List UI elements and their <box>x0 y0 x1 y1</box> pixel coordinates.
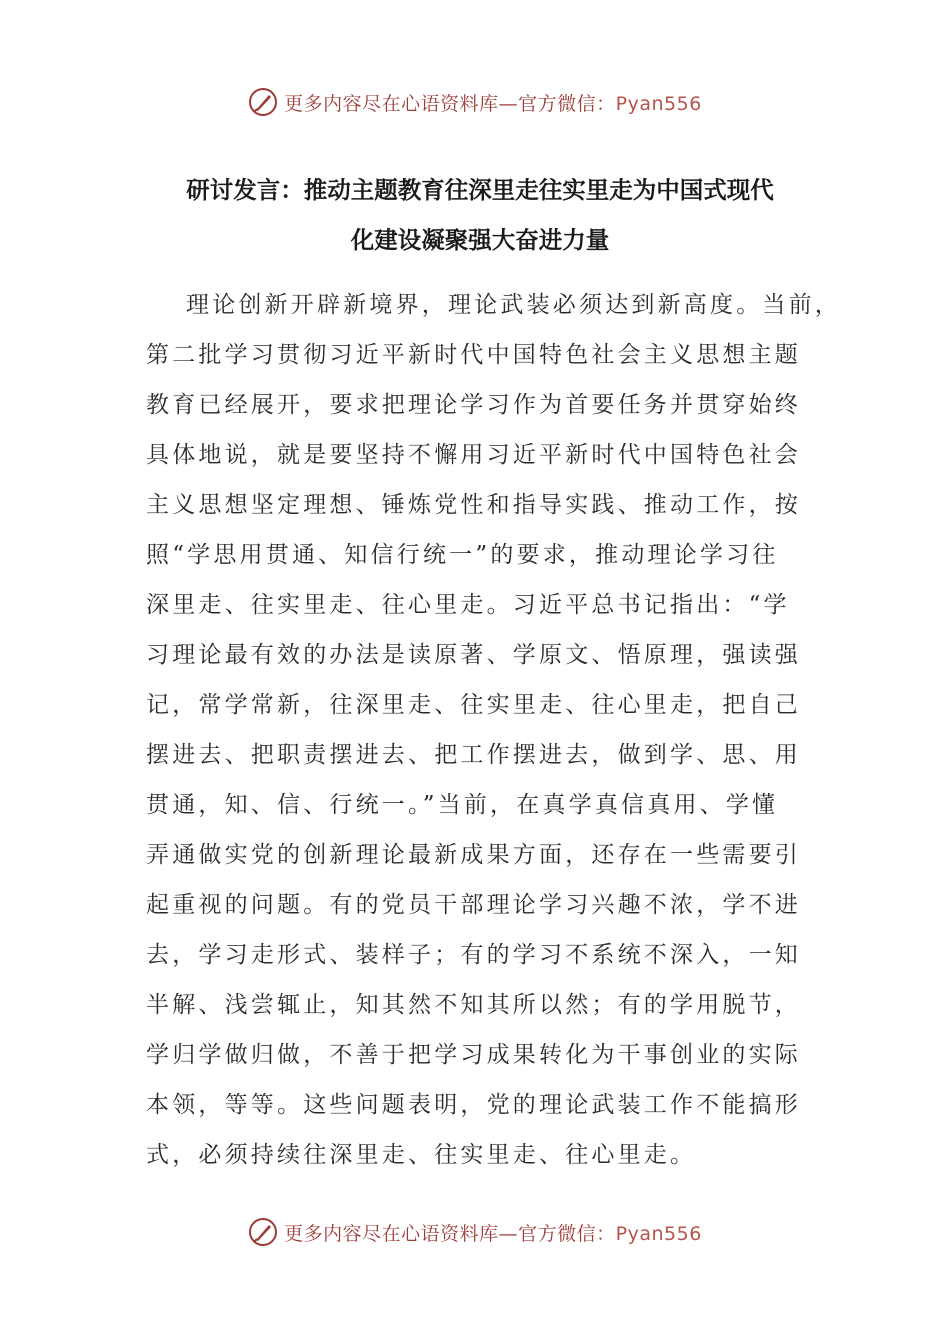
wechat-id: Pyan556 <box>615 1222 702 1245</box>
watermark-text <box>284 89 702 116</box>
footer-watermark-banner <box>0 1212 950 1252</box>
body-line: 具体地说，就是要坚持不懈用习近平新时代中国特色社会 <box>146 442 801 468</box>
body-line: 式，必须持续往深里走、往实里走、往心里走。 <box>146 1142 697 1168</box>
title-line-1: 研讨发言：推动主题教育往深里走往实里走为中国式现代 <box>186 176 774 204</box>
body-line: 起重视的问题。有的党员干部理论学习兴趣不浓，学不进 <box>146 892 801 918</box>
body-line: 记，常学常新，往深里走、往实里走、往心里走，把自己 <box>146 692 801 718</box>
body-line: 去，学习走形式、装样子；有的学习不系统不深入，一知 <box>146 942 801 968</box>
wechat-id: Pyan556 <box>615 92 702 115</box>
body-line: 教育已经展开，要求把理论学习作为首要任务并贯穿始终 <box>146 392 801 418</box>
body-line: 理论创新开辟新境界，理论武装必须达到新高度。当前， <box>186 292 841 318</box>
body-line: 半解、浅尝辄止，知其然不知其所以然；有的学用脱节， <box>146 992 801 1018</box>
body-line: 本领，等等。这些问题表明，党的理论武装工作不能搞形 <box>146 1092 801 1118</box>
body-paragraph <box>146 280 841 1180</box>
header-watermark-banner <box>0 82 950 122</box>
watermark-text <box>284 1219 702 1246</box>
body-line: 习理论最有效的办法是读原著、学原文、悟原理，强读强 <box>146 642 801 668</box>
body-line: 弄通做实党的创新理论最新成果方面，还存在一些需要引 <box>146 842 801 868</box>
body-line: 学归学做归做，不善于把学习成果转化为干事创业的实际 <box>146 1042 801 1068</box>
quill-pen-logo-icon <box>248 87 278 117</box>
body-line: 深里走、往实里走、往心里走。习近平总书记指出：“学 <box>146 592 790 618</box>
body-line: 摆进去、把职责摆进去、把工作摆进去，做到学、思、用 <box>146 742 801 768</box>
body-line: 第二批学习贯彻习近平新时代中国特色社会主义思想主题 <box>146 342 801 368</box>
document-title <box>140 165 820 265</box>
body-line: 贯通，知、信、行统一。”当前，在真学真信真用、学懂 <box>146 792 779 818</box>
body-line: 照“学思用贯通、知信行统一”的要求，推动理论学习往 <box>146 542 779 568</box>
quill-pen-logo-icon <box>248 1217 278 1247</box>
watermark-cn: 更多内容尽在心语资料库—官方微信： <box>284 92 616 115</box>
title-line-2: 化建设凝聚强大奋进力量 <box>350 226 610 254</box>
watermark-cn: 更多内容尽在心语资料库—官方微信： <box>284 1222 616 1245</box>
body-line: 主义思想坚定理想、锤炼党性和指导实践、推动工作，按 <box>146 492 801 518</box>
